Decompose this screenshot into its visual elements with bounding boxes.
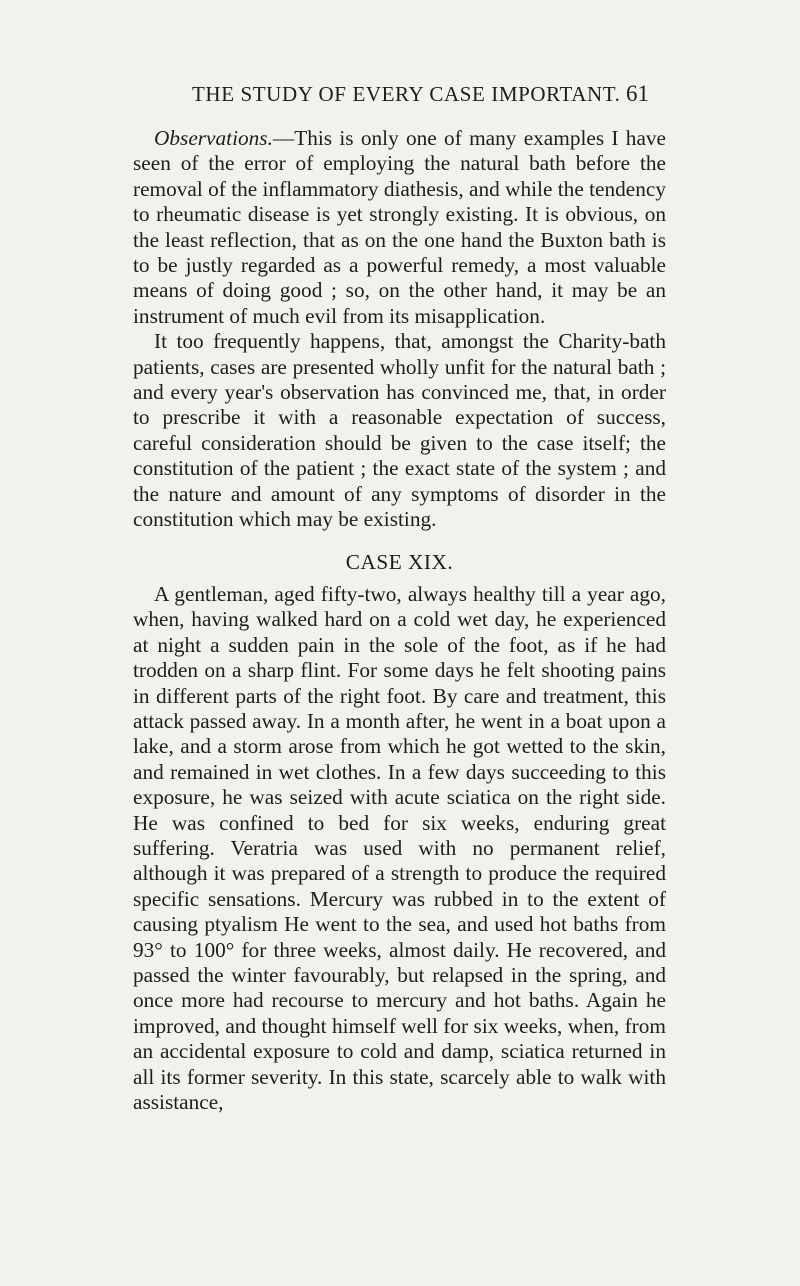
paragraph-charity-bath: It too frequently happens, that, amongst the Charity-bath patients, cases are presented wholly unfit for the natural bath ; and every year's observation has convinced me, that, in order to prescribe it with a reasonable expectation of success, careful consideration should be given to the case itself; the constitution of the patient ; the exact state of the system ; and the nature and amount of any symptoms of disorder in the constitution which may be existing. — [133, 329, 666, 532]
page-body — [133, 126, 666, 1115]
running-head: THE STUDY OF EVERY CASE IMPORTANT. — [192, 82, 621, 106]
page-number: 61 — [626, 81, 649, 106]
case-heading: CASE XIX. — [345, 549, 454, 574]
observations-text: —This is only one of many examples I have seen of the error of employing the natural bath before the removal of the inflammatory diathesis, and while the tendency to rheumatic disease is yet strongly existing. It is obvious, on the least reflection, that as on the one hand the Buxton bath is to be justly regarded as a powerful remedy, a most valuable means of doing good ; so, on the other hand, it may be an instrument of much evil from its misapplication. — [133, 126, 666, 328]
case-paragraph: A gentleman, aged fifty-two, always healthy till a year ago, when, having walked hard on a cold wet day, he experienced at night a sudden pain in the sole of the foot, as if he had trodden on a sharp flint. For some days he felt shooting pains in different parts of the right foot. By care and treatment, this attack passed away. In a month after, he went in a boat upon a lake, and a storm arose from which he got wetted to the skin, and remained in wet clothes. In a few days succeeding to this exposure, he was seized with acute sciatica on the right side. He was confined to bed for six weeks, enduring great suffering. Veratria was used with no permanent relief, although it was prepared of a strength to produce the required specific sensations. Mercury was rubbed in to the extent of causing ptyalism He went to the sea, and used hot baths from 93° to 100° for three weeks, almost daily. He recovered, and passed the winter favourably, but relapsed in the spring, and once more had recourse to mercury and hot baths. Again he improved, and thought himself well for six weeks, when, from an accidental exposure to cold and damp, sciatica returned in all its former severity. In this state, scarcely able to walk with assistance, — [133, 581, 666, 1115]
observations-paragraph — [133, 126, 666, 329]
observations-lead: Observations. — [154, 126, 273, 150]
